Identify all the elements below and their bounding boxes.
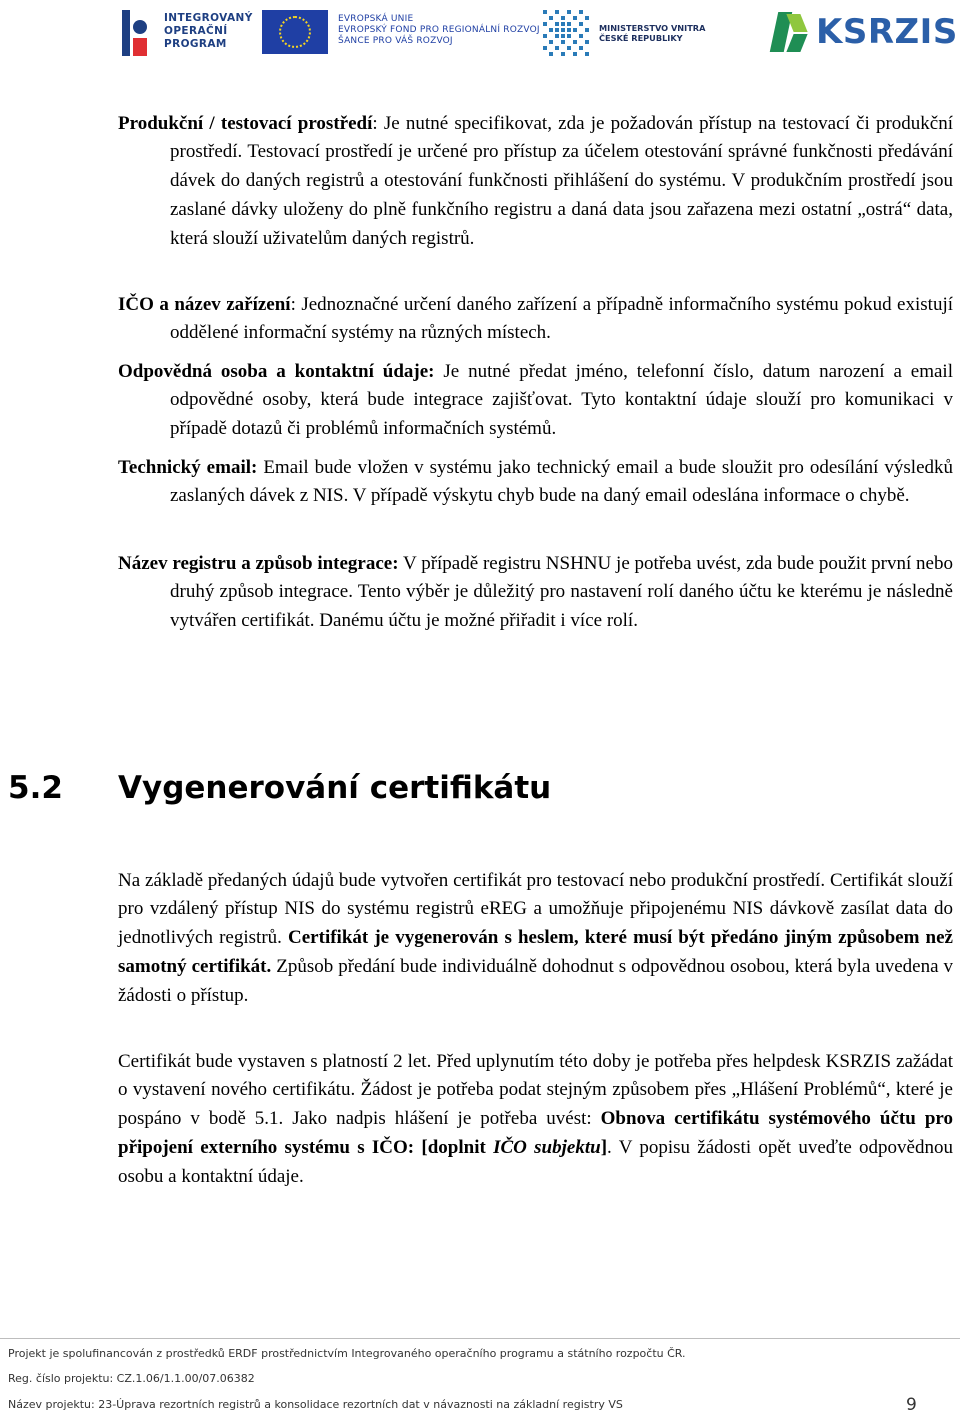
definition-term: IČO a název zařízení [118, 293, 291, 315]
definition-term: Produkční / testovací prostředí [118, 112, 373, 134]
definition-term: Název registru a způsob integrace: [118, 552, 399, 574]
section-title: Vygenerování certifikátu [118, 770, 552, 806]
footer-registration-number: Reg. číslo projektu: CZ.1.06/1.1.00/07.06382 [8, 1372, 255, 1385]
paragraph-bold-text: Obnova certifikátu systémového účtu pro připojení externího systému s IČO: [doplnit [118, 1108, 953, 1158]
paragraph-bold-text: ] [600, 1136, 608, 1158]
mvcr-logo-text [599, 23, 705, 43]
iop-logo-line: OPERAČNÍ [164, 25, 228, 37]
footer-project-name: Název projektu: 23-Úprava rezortních registrů a konsolidace rezortních dat v návaznosti na základní registry VS [8, 1398, 623, 1411]
eu-flag-icon [262, 10, 328, 54]
mvcr-logo-line: ČESKÉ REPUBLIKY [599, 33, 683, 43]
definition-term: Technický email: [118, 456, 258, 478]
definition-registry-integration [118, 521, 953, 665]
definition-text: Je nutné předat jméno, telefonní číslo, datum narození a email odpovědné osoby, která bude integrace zajišťovat. Tyto kontaktní údaje slouží pro komunikaci v případě dotazů či problémů informačních systémů. [170, 360, 953, 440]
iop-logo [122, 6, 253, 58]
ksrzis-logo [772, 6, 958, 58]
section-heading [8, 766, 551, 810]
definition-text: V případě registru NSHNU je potřeba uvést, zda bude použit první nebo druhý způsob integrace. Tento výběr je důležitý pro nastavení rolí daného účtu ke kterému je následně vytvářen certifikát. Danému účtu je možné přiřadit i více rolí. [170, 552, 953, 632]
paragraph-bold-text: Certifikát je vygenerován s heslem, které musí být předáno jiným způsobem než samotný certifikát. [118, 927, 953, 977]
paragraph-text: . V popisu žádosti opět uveďte odpovědnou osobu a kontaktní údaje. [118, 1136, 953, 1187]
paragraph-text: Způsob předání bude individuálně dohodnut s odpovědnou osobou, která byla uvedena v žádosti o přístup. [118, 955, 953, 1006]
page-number: 9 [906, 1395, 917, 1415]
eu-logo [262, 6, 540, 58]
iop-logo-line: PROGRAM [164, 38, 227, 50]
ksrzis-logo-word: KSRZIS [816, 12, 958, 52]
eu-logo-text [338, 14, 540, 47]
footer-funding-note: Projekt je spolufinancován z prostředků ERDF prostřednictvím Integrovaného operačního programu a státního rozpočtu ČR. [8, 1347, 686, 1360]
mvcr-logo-line: MINISTERSTVO VNITRA [599, 23, 706, 33]
definition-term: Odpovědná osoba a kontaktní údaje: [118, 360, 435, 382]
definition-text: Email bude vložen v systému jako technický email a bude sloužit pro odesílání výsledků zaslaných dávek z NIS. V případě výskytu chyb bude na daný email odeslána informace o chybě. [170, 456, 953, 507]
footer-divider [0, 1338, 960, 1339]
eu-logo-line: EVROPSKÝ FOND PRO REGIONÁLNÍ ROZVOJ [338, 25, 540, 35]
eu-logo-line: ŠANCE PRO VÁŠ ROZVOJ [338, 36, 453, 46]
paragraph-text: Na základě předaných údajů bude vytvořen certifikát pro testovací nebo produkční prostředí. Certifikát slouží pro vzdálený přístup NIS do systému registrů eREG a umožňuje připojenému NIS dávkově zasílat data do jednotlivých registrů. [118, 869, 953, 949]
mvcr-logo [543, 6, 706, 58]
paragraph-bold-italic-text: IČO subjektu [493, 1136, 601, 1158]
eu-logo-line: EVROPSKÁ UNIE [338, 14, 414, 24]
iop-logo-text [164, 12, 253, 51]
iop-logo-mark [122, 10, 148, 56]
section-paragraph-1 [118, 838, 953, 1039]
definition-text: Je nutné specifikovat, zda je požadován přístup na testovací či produkční prostředí. Testovací prostředí je určené pro přístup za účelem otestování správné funkčnosti předávání dávek do daných registrů a otestování funkčnosti přihlášení do systému. V produkčním prostředí jsou zaslané dávky uloženy do plně funkčního registru a daná data jsou zařazena mezi ostatní „ostrá“ data, která slouží uživatelům daných registrů. [170, 112, 953, 249]
definition-text: Jednoznačné určení daného zařízení a případně informačního systému pokud existují oddělené informační systémy na různých místech. [170, 293, 954, 344]
paragraph-text: Certifikát bude vystaven s platností 2 let. Před uplynutím této doby je potřeba přes helpdesk KSRZIS zažádat o vystavení nového certifikátu. Žádost je potřeba podat stejným způsobem přes „Hlášení Problémů“, které je pospáno v bodě 5.1. Jako nadpis hlášení je potřeba uvést: [118, 1050, 953, 1130]
section-number: 5.2 [8, 770, 63, 806]
ksrzis-logo-mark [772, 12, 808, 52]
definition-separator: : [290, 293, 302, 315]
mvcr-logo-mark [543, 10, 591, 54]
section-paragraph-2 [118, 1019, 953, 1220]
definition-separator: : [372, 112, 384, 134]
iop-logo-line: INTEGROVANÝ [164, 12, 253, 24]
definition-environment [118, 81, 953, 282]
